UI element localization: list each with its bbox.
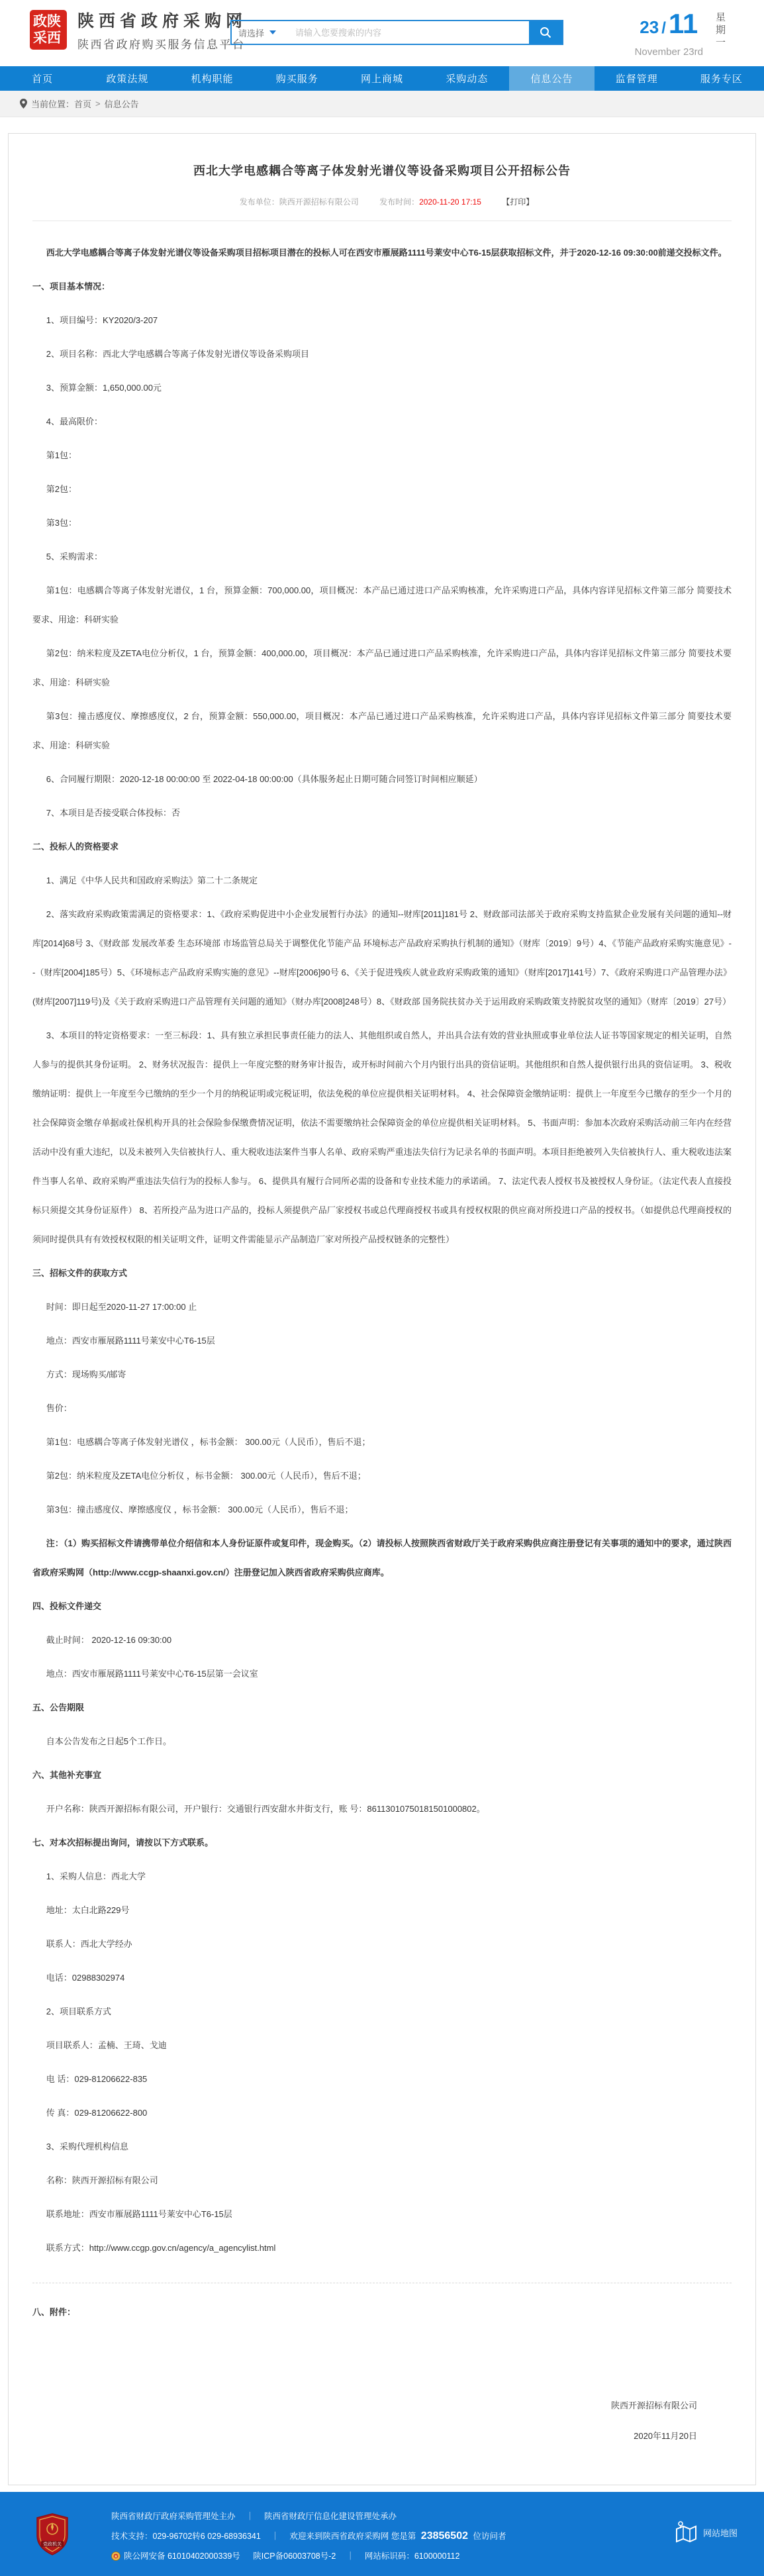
badge-label-svg: 党政机关 — [43, 2542, 62, 2547]
publisher-label: 发布单位： — [239, 197, 279, 207]
section-heading: 六、其他补充事宜 — [32, 1770, 102, 1780]
article-paragraph: 地址：太白北路229号 — [46, 1905, 130, 1915]
footer-icp-record[interactable]: 陕ICP备06003708号-2 — [253, 2551, 336, 2561]
breadcrumb — [0, 91, 764, 117]
nav-item-policy[interactable]: 政策法规 — [106, 74, 149, 85]
article-paragraph: 售价： — [46, 1403, 72, 1413]
breadcrumb-separator: > — [95, 99, 101, 109]
seal-row-1: 政陕 — [33, 13, 61, 29]
footer-line-1: 陕西省财政厅政府采购管理处主办 ｜ 陕西省财政厅信息化建设管理处承办 — [111, 2512, 397, 2521]
article-paragraph: 名称：陕西开源招标有限公司 — [46, 2175, 158, 2185]
article-paragraph: 3、本项目的特定资格要求：一至三标段：1、具有独立承担民事责任能力的法人、其他组织或自然人，并出具合法有效的营业执照或事业单位法人证书等国家规定的相关证明，自然人参与的提供其身份证明。 2、财务状况报告：提供上一年度完整的财务审计报告，或开标时间前六个月内银行出具的资信证明。其他组织和自然人提供银行出具的资信证明。 3、税收缴纳证明：提供上一年度至今已缴纳的至少一个月的纳税证明或完税证明，依法免税的单位应提供相关证明材料。 4、社会保障资金缴纳证明：提供上一年度至今已缴存的至少一个月的社会保障资金缴存单据或社保机构开具的社会保险参保缴费情况证明，依法不需要缴纳社会保障资金的单位应提供相关证明材料。 5、书面声明：参加本次政府采购活动前三年内在经营活动中没有重大违纪，以及未被列入失信被执行人、重大税收违法案件当事人名单、政府采购严重违法失信行为记录名单的书面声明。本项目拒绝被列入失信被执行人、重大税收违法案件当事人名单、政府采购严重违法失信行为的投标人参与。 6、提供具有履行合同所必需的设备和专业技术能力的承诺函。 7、法定代表人授权书及被授权人身份证。（法定代表人直接投标只须提交其身份证原件） 8、若所投产品为进口产品的，投标人须提供产品厂家授权书或总代理商授权书或具有授权权限的供应商对所投进口产品的授权书。（如提供总代理商授权的须同时提供具有有效授权权限的相关证明文件，证明文件需能显示产品制造厂家对所投产品授权链条的完整性） — [32, 1030, 732, 1244]
article-paragraph: 第1包：电感耦合等离子体发射光谱仪，1 台，预算金额：700,000.00，项目概况：本产品已通过进口产品采购核准，允许采购进口产品，具体内容详见招标文件第三部分 简要技术要求、用途：科研实验 — [32, 585, 732, 624]
article-paragraph: 第2包： — [46, 484, 77, 494]
article-paragraph: 截止时间： 2020-12-16 09:30:00 — [46, 1635, 172, 1645]
footer-visitor-suffix: 位访问者 — [473, 2532, 506, 2541]
site-footer — [0, 2492, 764, 2576]
section-heading: 七、对本次招标提出询问，请按以下方式联系。 — [32, 1838, 214, 1848]
signature-date: 2020年11月20日 — [634, 2431, 697, 2441]
publish-time-value: 2020-11-20 17:15 — [419, 197, 481, 207]
section-heading: 五、公告期限 — [32, 1703, 85, 1712]
section-heading: 四、投标文件递交 — [32, 1601, 102, 1611]
breadcrumb-home-link[interactable]: 首页 — [74, 99, 92, 109]
sitemap-link[interactable] — [674, 2521, 738, 2544]
map-icon — [674, 2521, 698, 2544]
article-meta — [32, 196, 732, 221]
article-paragraph: 开户名称：陕西开源招标有限公司，开户银行：交通银行西安甜水井街支行，账 号：86113010750181501000802。 — [46, 1804, 485, 1814]
article-paragraph: 4、最高限价： — [46, 417, 103, 426]
seal-row-2: 采西 — [33, 30, 61, 46]
article-paragraph: 自本公告发布之日起5个工作日。 — [46, 1736, 172, 1746]
search-bar — [230, 20, 563, 45]
signature-block — [32, 2391, 732, 2452]
article-paragraph: 2、项目名称：西北大学电感耦合等离子体发射光谱仪等设备采购项目 — [46, 349, 310, 359]
date-month-name: November — [634, 46, 681, 58]
article-paragraph: 1、项目编号：KY2020/3-207 — [46, 315, 158, 325]
article-paragraph: 项目联系人：孟楠、王琦、戈迪 — [46, 2040, 167, 2050]
article-paragraph: 2、落实政府采购政策需满足的资格要求：1、《政府采购促进中小企业发展暂行办法》的通知--财库[2011]181号 2、财政部司法部关于政府采购支持监狱企业发展有关问题的通知--财库[2014]68号 3、《财政部 发展改革委 生态环境部 市场监管总局关于调整优化节能产品 环境标志产品政府采购执行机制的通知》（财库〔2019〕9号）4、《节能产品政府采购实施意见》--（财库[2004]185号）5、《环境标志产品政府采购实施的意见》--财库[2006]90号 6、《关于促进残疾人就业政府采购政策的通知》（财库[2017]141号）7、《政府采购进口产品管理办法》(财库[2007]119号)及《关于政府采购进口产品管理有关问题的通知》（财办库[2008]248号）8、《财政部 国务院扶贫办关于运用政府采购政策支持脱贫攻坚的通知》（财库〔2019〕27号） — [32, 909, 732, 1007]
visitor-count: 23856502 — [420, 2530, 468, 2542]
date-day-ordinal: 23rd — [683, 46, 703, 58]
site-logo-seal — [30, 10, 67, 50]
article-paragraph: 地点：西安市雁展路1111号莱安中心T6-15层 — [46, 1336, 215, 1346]
article-paragraph: 5、采购需求： — [46, 552, 103, 562]
search-icon — [539, 26, 552, 39]
breadcrumb-prefix: 当前位置： — [31, 99, 75, 109]
article-paragraph: 西北大学电感耦合等离子体发射光谱仪等设备采购项目招标项目潜在的投标人可在西安市雁展路1111号莱安中心T6-15层获取招标文件，并于2020-12-16 09:30:00前递交投标文件。 — [46, 248, 727, 258]
article-paragraph: 第3包： — [46, 518, 77, 528]
section-heading: 三、招标文件的获取方式 — [32, 1268, 128, 1278]
article-paragraph: 6、合同履行期限：2020-12-18 00:00:00 至 2022-04-18 00:00:00（具体服务起止日期可随合同签订时间相应顺延） — [46, 774, 483, 784]
article-paragraph: 联系方式：http://www.ccgp.gov.cn/agency/a_agencylist.html — [46, 2243, 276, 2253]
article-body — [32, 238, 732, 2327]
article-card — [8, 133, 756, 2485]
article-paragraph: 第1包：电感耦合等离子体发射光谱仪 ，标书金额： 300.00元（人民币），售后不退； — [46, 1437, 371, 1447]
signature-company: 陕西开源招标有限公司 — [610, 2401, 697, 2410]
nav-item-service-zone[interactable]: 服务专区 — [700, 74, 743, 85]
article-paragraph: 第3包：撞击感度仪、摩擦感度仪 ，标书金额： 300.00元（人民币），售后不退； — [46, 1505, 354, 1514]
article-paragraph: 1、满足《中华人民共和国政府采购法》第二十二条规定 — [46, 875, 258, 885]
article-paragraph: 联系人：西北大学经办 — [46, 1939, 132, 1949]
article-paragraph: 注：（1）购买招标文件请携带单位介绍信和本人身份证原件或复印件，现金购买。（2）请投标人按照陕西省财政厅关于政府采购供应商注册登记有关事项的通知中的要求，通过陕西省政府采购网（http://www.ccgp-shaanxi.gov.cn/）注册登记加入陕西省政府采购供应商库。 — [32, 1538, 732, 1577]
footer-line-3: 陕公网安备 61010402000339号 陕ICP备06003708号-2 ｜ 网站标识码：6100000112 — [111, 2546, 506, 2566]
article-paragraph: 第1包： — [46, 450, 77, 460]
search-button[interactable] — [529, 21, 562, 44]
search-category-label: 请选择 — [238, 28, 265, 38]
nav-item-purchase-service[interactable]: 购买服务 — [275, 74, 318, 85]
footer-line-2: 技术支持：029-96702转6 029-68936341 ｜ 欢迎来到陕西省政府采购网 您是第 23856502 位访问者 — [111, 2530, 506, 2542]
article-paragraph: 联系地址：西安市雁展路1111号莱安中心T6-15层 — [46, 2209, 232, 2219]
footer-site-code: 网站标识码：6100000112 — [364, 2551, 460, 2561]
nav-item-procurement-news[interactable]: 采购动态 — [446, 74, 489, 85]
publisher-value: 陕西开源招标有限公司 — [279, 197, 359, 207]
logo-wrap — [30, 8, 247, 52]
nav-item-home[interactable]: 首页 — [32, 74, 54, 85]
article-paragraph: 第3包：撞击感度仪、摩擦感度仪，2 台，预算金额：550,000.00，项目概况：本产品已通过进口产品采购核准，允许采购进口产品，具体内容详见招标文件第三部分 简要技术要求、用途：科研实验 — [32, 711, 732, 750]
section-heading: 八、附件： — [32, 2307, 76, 2317]
site-subtitle: 陕西省政府购买服务信息平台 — [77, 38, 246, 51]
location-pin-icon — [20, 99, 27, 109]
police-badge-icon — [111, 2551, 120, 2561]
footer-undertaker: 陕西省财政厅信息化建设管理处承办 — [264, 2512, 397, 2521]
section-heading: 一、项目基本情况： — [32, 281, 111, 291]
nav-item-supervision[interactable]: 监督管理 — [615, 74, 658, 85]
article-paragraph: 电话：02988302974 — [46, 1973, 125, 1983]
article-paragraph: 1、采购人信息：西北大学 — [46, 1871, 146, 1881]
article-title: 西北大学电感耦合等离子体发射光谱仪等设备采购项目公开招标公告 — [193, 164, 571, 177]
article-paragraph: 第2包：纳米粒度及ZETA电位分析仪 ，标书金额： 300.00元（人民币），售后不退； — [46, 1471, 366, 1481]
article-paragraph: 7、本项目是否接受联合体投标：否 — [46, 808, 181, 818]
footer-text — [111, 2506, 506, 2566]
footer-security-record[interactable]: 陕公网安备 61010402000339号 — [124, 2551, 240, 2561]
article-paragraph: 3、采购代理机构信息 — [46, 2142, 129, 2152]
article-paragraph: 地点：西安市雁展路1111号莱安中心T6-15层第一会议室 — [46, 1669, 258, 1679]
site-header — [0, 0, 764, 66]
date-day: 23 — [640, 17, 659, 37]
footer-organizer: 陕西省财政厅政府采购管理处主办 — [111, 2512, 236, 2521]
article-paragraph: 2、项目联系方式 — [46, 2006, 112, 2016]
article-paragraph: 时间：即日起至2020-11-27 17:00:00 止 — [46, 1302, 197, 1312]
article-paragraph: 传 真：029-81206622-800 — [46, 2108, 148, 2118]
date-month: 11 — [668, 8, 698, 39]
nav-item-functions[interactable]: 机构职能 — [191, 74, 234, 85]
section-heading: 二、投标人的资格要求 — [32, 842, 119, 852]
main-nav — [0, 66, 764, 91]
article-paragraph: 电 话：029-81206622-835 — [46, 2074, 148, 2084]
date-widget: 23 /11 November 23rd 星期一 — [634, 8, 726, 58]
site-title: 陕西省政府采购网 — [77, 12, 248, 30]
article-paragraph: 第2包：纳米粒度及ZETA电位分析仪，1 台，预算金额：400,000.00，项目概况：本产品已通过进口产品采购核准，允许采购进口产品，具体内容详见招标文件第三部分 简要技术要求、用途：科研实验 — [32, 648, 732, 687]
print-button[interactable]: 【打印】 — [502, 197, 534, 207]
sitemap-label: 网站地图 — [702, 2528, 738, 2538]
chevron-down-icon — [269, 30, 276, 34]
government-badge-icon — [36, 2513, 69, 2559]
article-paragraph: 方式：现场购买/邮寄 — [46, 1369, 126, 1379]
article-paragraph: 3、预算金额：1,650,000.00元 — [46, 383, 162, 393]
nav-item-online-mall[interactable]: 网上商城 — [360, 74, 403, 85]
date-weekday: 星期一 — [714, 12, 726, 50]
nav-item-info-notice[interactable]: 信息公告 — [509, 66, 594, 91]
breadcrumb-current: 信息公告 — [104, 99, 139, 109]
search-category-select[interactable] — [232, 21, 290, 44]
footer-welcome: 欢迎来到陕西省政府采购网 您是第 — [289, 2532, 416, 2541]
publish-time-label: 发布时间： — [379, 197, 420, 207]
search-input[interactable] — [290, 21, 529, 44]
footer-tech-support: 技术支持：029-96702转6 029-68936341 — [111, 2532, 261, 2541]
